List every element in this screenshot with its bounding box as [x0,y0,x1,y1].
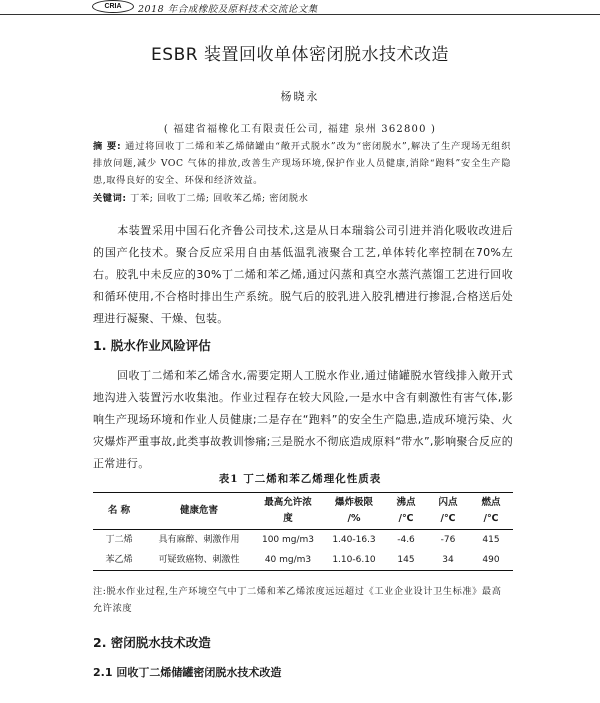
cell-max-conc: 100 mg/m3 [261,535,315,545]
col-flash-header [427,493,469,530]
col-max-conc-header [253,493,323,530]
intro-paragraph-text: 本装置采用中国石化齐鲁公司技术,这是从日本瑞翁公司引进并消化吸收改进后的国产化技术。聚合反应采用自由基低温乳液聚合工艺,单体转化率控制在70%左右。胶乳中未反应的30%丁二烯和苯乙烯,通过闪蒸和真空水蒸汽蒸馏工艺进行回收和循环使用,不合格时排出生产系统。脱气后的胶乳进入胶乳槽进行掺混,合格送后处理进行凝聚、干燥、包装。 [93,224,513,325]
running-header [0,0,600,15]
col-boiling-header [385,493,427,530]
cell-name: 丁二烯 [105,535,133,545]
col-max-conc-bottom: 度 [283,513,293,524]
section-1-paragraph [93,365,513,475]
cell-explosion: 1.40-16.3 [332,535,376,545]
cell-boiling: -4.6 [397,535,415,545]
cell-ignition: 490 [482,555,500,565]
col-flash-top: 闪点 [438,497,458,508]
table-caption: 表1 丁二烯和苯乙烯理化性质表 [218,473,382,485]
table-note: 注:脱水作业过程,生产环境空气中丁二烯和苯乙烯浓度远远超过《工业企业设计卫生标准》最高允许浓度 [93,586,502,614]
keywords [93,190,511,204]
intro-paragraph [93,220,513,330]
cria-logo: CRIA [92,0,134,13]
col-explosion-bottom: /% [347,513,361,524]
abstract-label: 摘 要: [93,141,122,152]
section-2-heading: 2. 密闭脱水技术改造 [93,635,211,650]
paper-title: ESBR 装置回收单体密闭脱水技术改造 [151,45,449,65]
section-1-paragraph-text: 回收丁二烯和苯乙烯含水,需要定期人工脱水作业,通过储罐脱水管线排入敞开式地沟进入装置污水收集池。作业过程存在较大风险,一是水中含有刺激性有害气体,影响生产现场环境和作业人员健康;二是存在“跑料”的安全生产隐患,造成环境污染、火灾爆炸严重事故,此类事故教训惨痛;三是脱水不彻底造成原料“带水”,影响聚合反应的正常进行。 [93,369,513,470]
abstract [93,138,511,189]
col-ignition-top: 燃点 [481,497,501,508]
cell-flash: -76 [440,535,456,545]
table-header-row [93,493,513,530]
subsection-2-1-heading: 2.1 回收丁二烯储罐密闭脱水技术改造 [93,666,282,679]
cell-name: 苯乙烯 [105,555,133,565]
cell-ignition: 415 [482,535,500,545]
author-affiliation: ( 福建省福橡化工有限责任公司, 福建 泉州 362800 ) [163,124,437,135]
col-hazard-header: 健康危害 [179,505,218,516]
col-flash-bottom: /℃ [440,513,456,524]
keywords-label: 关键词: [93,193,127,204]
col-ignition-bottom: /℃ [483,513,499,524]
author-name: 杨晓永 [280,90,320,103]
col-boiling-top: 沸点 [396,497,416,508]
running-title: 2018 年合成橡胶及原料技术交流论文集 [138,4,318,15]
cell-hazard: 可疑致癌物、刺激性 [158,555,240,565]
cell-flash: 34 [442,555,454,565]
cell-max-conc: 40 mg/m3 [264,555,312,565]
abstract-text: 通过将回收丁二烯和苯乙烯储罐由“敞开式脱水”改为“密闭脱水”,解决了生产现场无组织排放问题,减少 VOC 气体的排放,改善生产现场环境,保护作业人员健康,消除“跑料”安全生产隐患,取得良好的安全、环保和经济效益。 [93,141,511,186]
col-boiling-bottom: /℃ [398,513,414,524]
table-row [93,530,513,551]
properties-table [93,492,513,571]
cell-explosion: 1.10-6.10 [332,555,376,565]
cell-boiling: 145 [397,555,415,565]
col-ignition-header [469,493,513,530]
section-1-heading: 1. 脱水作业风险评估 [93,338,211,353]
cell-hazard: 具有麻醉、刺激作用 [158,535,240,545]
col-max-conc-top: 最高允许浓 [264,497,312,508]
col-name-header: 名 称 [107,505,131,516]
col-explosion-top: 爆炸极限 [334,497,373,508]
table-row [93,550,513,571]
keywords-text: 丁苯; 回收丁二烯; 回收苯乙烯; 密闭脱水 [130,193,309,204]
col-explosion-header [323,493,385,530]
